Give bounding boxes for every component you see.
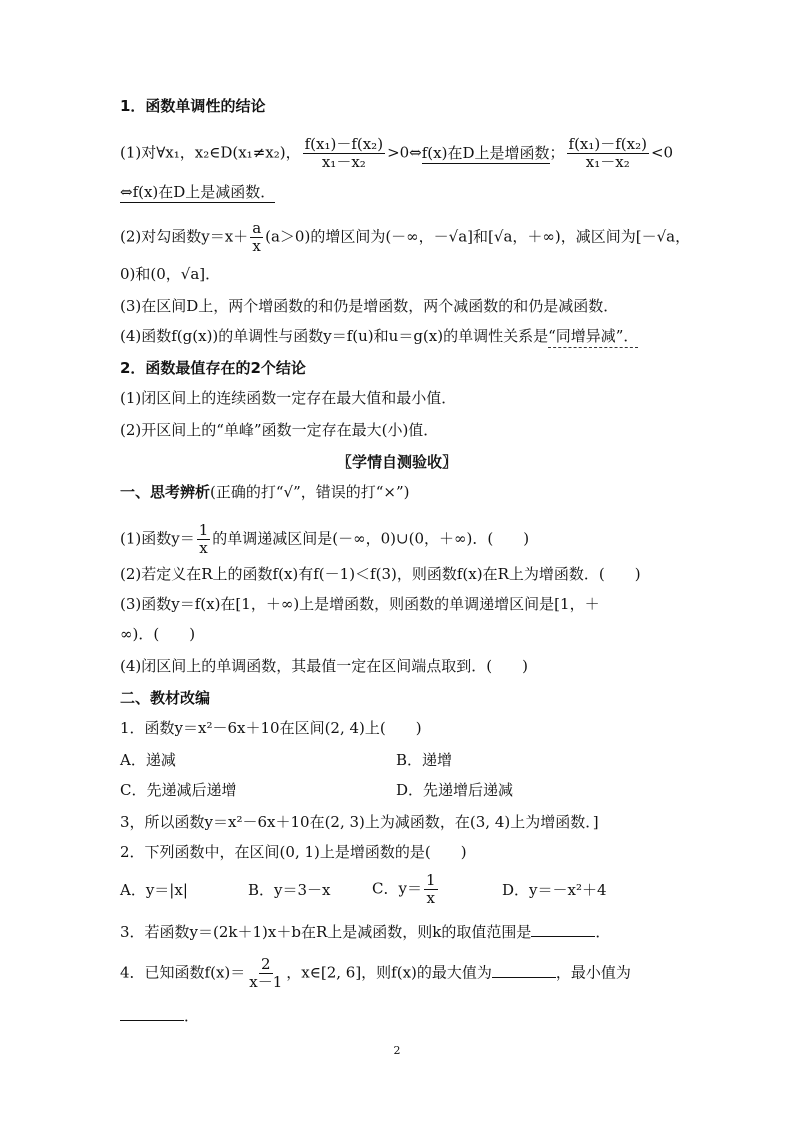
option-b: B．递增 [396,751,453,769]
decreasing-conclusion: ⇔f(x)在D上是减函数． [120,183,276,201]
one-over-x-fraction [197,522,211,557]
judge-q3b: ∞)．( ) [120,625,196,643]
q4-num: 2 [261,955,271,973]
frac-num-2: f(x₁)－f(x₂) [568,135,647,153]
sec2-line-1: (1)闭区间上的连续函数一定存在最大值和最小值． [120,389,457,407]
frac-num: f(x₁)－f(x₂) [304,135,384,153]
sec2-line-2: (2)开区间上的“单峰”函数一定存在最大(小)值． [120,421,439,439]
sec1-line-1d: ； [549,143,565,162]
self-test-banner: 〖学情自测验收〗 [336,453,457,471]
a-over-x-fraction [250,220,263,255]
q2c-fraction [424,872,438,907]
sec1-line-3 [120,220,690,255]
judge-q1b: 的单调递减区间是(－∞，0)∪(0，＋∞)．( ) [212,529,530,548]
frac-den: x₁－x₂ [321,153,366,171]
q2-option-d: D．y＝－x²＋4 [502,881,607,899]
q2c-num: 1 [425,871,436,889]
x-den-2: x [199,539,208,557]
q4-fraction [247,956,284,991]
option-c: C．先递减后递增 [120,781,237,799]
increasing-conclusion: f(x)在D上是增函数 [421,143,550,162]
sec1-line-6 [120,326,638,346]
part-1-title: 一、思考辨析 [120,483,211,501]
page-number: 2 [393,1044,401,1057]
answer-blank[interactable] [531,922,595,937]
section-2-title: 2．函数最值存在的2个结论 [120,359,306,377]
sec1-line-1b: >0⇔ [387,143,422,162]
textbook-q2: 2．下列函数中，在区间(0, 1)上是增函数的是( ) [120,843,467,861]
textbook-q4b: ，x∈[2, 6]，则f(x)的最大值为 [286,963,492,982]
q2c-den: x [426,889,435,907]
x-den: x [252,237,261,255]
difference-quotient-fraction [303,136,385,171]
frac-den-2: x₁－x₂ [585,153,630,171]
q2-option-c [372,872,440,907]
q2-option-c-label: C．y＝ [372,879,422,898]
judge-q1 [120,522,529,557]
difference-quotient-fraction-2 [567,136,649,171]
q2-option-a: A．y＝|x| [120,881,188,899]
q4-den: x－1 [249,973,283,991]
textbook-q4-end: ． [184,1007,200,1025]
part-1-heading [120,482,410,502]
sec1-line-1e: <0 [650,143,674,162]
same-increase-diff-decrease: “同增异减”． [548,327,638,348]
sec1-line-6a: (4)函数f(g(x))的单调性与函数y＝f(u)和u＝g(x)的单调性关系是 [120,327,549,345]
judge-q1a: (1)函数y＝ [120,529,195,548]
textbook-q1: 1．函数y＝x²－6x＋10在区间(2, 4)上( ) [120,719,422,737]
textbook-q1-note: 3，所以函数y＝x²－6x＋10在(2, 3)上为减函数，在(3, 4)上为增函数．] [120,813,599,831]
sec1-line-3b: (a＞0)的增区间为(－∞，－√a]和[√a，＋∞)，减区间为[－√a， [265,227,691,246]
judge-q3a: (3)函数y＝f(x)在[1，＋∞)上是增函数，则函数的单调递增区间是[1，＋ [120,595,600,613]
textbook-q4-line-2 [120,1006,199,1026]
option-d: D．先递增后递减 [396,781,514,799]
textbook-q4a: 4．已知函数f(x)＝ [120,963,246,982]
min-value-blank[interactable] [120,1006,184,1021]
q2-option-b: B．y＝3－x [248,881,331,899]
judge-q4: (4)闭区间上的单调函数，其最值一定在区间端点取到．( ) [120,657,528,675]
a-num: a [252,219,262,237]
textbook-q3 [120,922,610,942]
sec1-line-1a: (1)对∀x₁，x₂∈D(x₁≠x₂)， [120,143,301,162]
sec1-line-3a: (2)对勾函数y＝x＋ [120,227,249,246]
textbook-q3-text: 3．若函数y＝(2k＋1)x＋b在R上是减函数，则k的取值范围是 [120,923,532,941]
max-value-blank[interactable] [492,963,556,978]
option-a: A．递减 [120,751,176,769]
sec1-line-1 [120,136,673,171]
part-1-note: (正确的打“√”，错误的打“×”) [210,483,410,501]
textbook-q4 [120,956,631,991]
sec1-line-5: (3)在区间D上，两个增函数的和仍是增函数，两个减函数的和仍是减函数． [120,297,619,315]
section-1-title: 1．函数单调性的结论 [120,97,266,115]
part-2-title: 二、教材改编 [120,689,211,707]
sec1-line-2 [120,182,275,202]
textbook-q4c: ，最小值为 [555,963,631,982]
textbook-q3-end: ． [595,923,611,941]
sec1-line-4: 0)和(0，√a]． [120,265,221,283]
judge-q2: (2)若定义在R上的函数f(x)有f(－1)＜f(3)，则函数f(x)在R上为增函数．( ) [120,565,641,583]
one-num: 1 [198,521,209,539]
